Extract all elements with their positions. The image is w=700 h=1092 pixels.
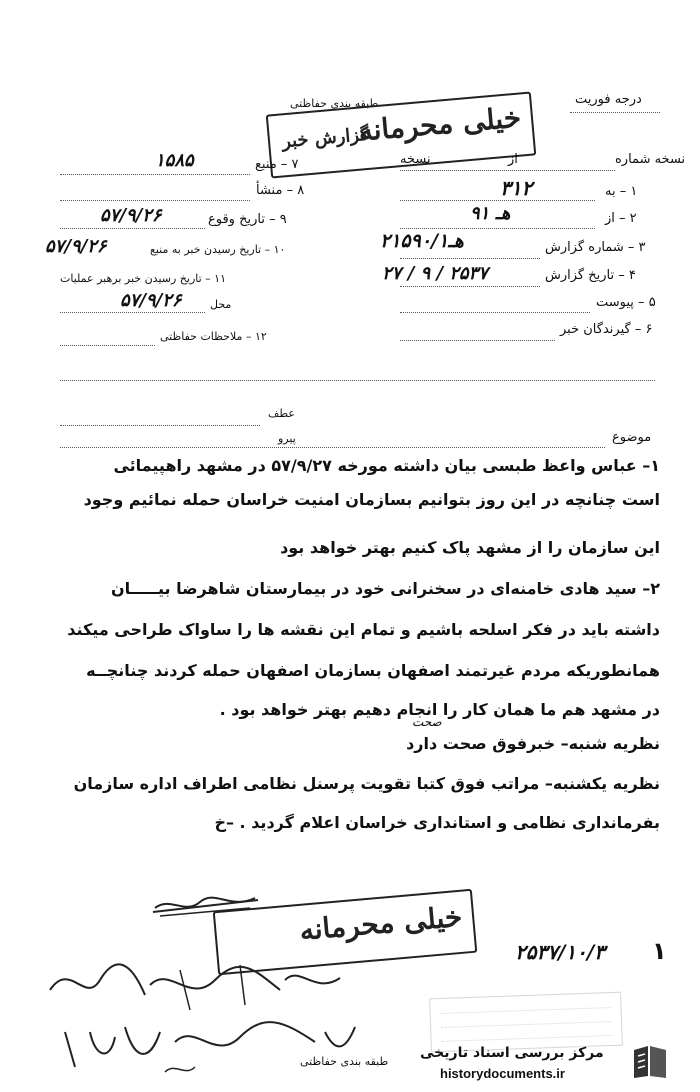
report-date-value: ۲۷ / ۹ / ۲۵۳۷	[382, 263, 488, 284]
attachment-label: ۵ – پیوست	[596, 295, 656, 310]
origin-line	[60, 200, 250, 201]
body-line-4: ۲– سید هادی خامنه‌ای در سخنرانی خود در بیمارستان شاهرضا بیـــــان	[110, 579, 660, 598]
section-separator	[60, 380, 655, 381]
bottom-number: ۱	[652, 937, 667, 965]
field-from-line	[400, 228, 595, 229]
report-number-line	[400, 258, 540, 259]
body-line-6: همانطوریکه مردم غیرتمند اصفهان بسازمان اصفهان حمله کردند چنانچــه	[86, 661, 660, 680]
source-line	[60, 174, 250, 175]
opinion-saturday-note: صحت	[412, 715, 442, 729]
location-line	[60, 312, 205, 313]
source-value: ۱۵۸۵	[155, 150, 194, 171]
opinion-saturday: نظریه شنبه– خبرفوق صحت دارد	[406, 734, 660, 753]
stamp-text: خیلی محرمانه	[357, 100, 523, 148]
field-to-value: ۳۱۲	[500, 176, 533, 200]
routing-stamp	[429, 992, 623, 1053]
watermark-url: historydocuments.ir	[440, 1066, 565, 1081]
ops-receipt-value: ۵۷/۹/۲۶	[120, 290, 182, 311]
bottom-stamp-text: خیلی محرمانه	[298, 899, 464, 947]
report-date-label: ۴ – تاریخ گزارش	[545, 268, 636, 283]
classification-label: طبقه بندی حفاظتی	[290, 97, 379, 110]
opinion-sunday-line-1: نظریه یکشنبه– مراتب فوق کتبا تقویت پرسنل نظامی اطراف اداره سازمان	[73, 774, 660, 793]
footer-classification: طبقه بندی حفاظتی	[300, 1055, 389, 1068]
body-line-2: است چنانچه در این روز بتوانیم بسازمان امنیت خراسان حمله نمائیم وجود	[83, 490, 660, 509]
atf-label: عطف	[268, 407, 295, 420]
copy-label: نسخه	[400, 152, 431, 167]
subject-label: موضوع	[612, 430, 652, 445]
report-date-line	[400, 286, 540, 287]
field-to-line	[400, 200, 595, 201]
recipients-line	[400, 340, 555, 341]
priority-line	[570, 112, 660, 113]
origin-label: ۸ – منشأ	[256, 183, 305, 198]
watermark-logo-icon	[628, 1042, 672, 1082]
recipients-label: ۶ – گیرندگان خبر	[560, 322, 653, 337]
opinion-sunday-line-2: بفرمانداری نظامی و استانداری خراسان اعلام گردید . –خ	[214, 813, 660, 832]
copy-number-label: نسخه شماره	[615, 152, 686, 167]
field-from-label: ۲ – از	[605, 211, 637, 226]
peyro-label: پیرو	[278, 432, 296, 445]
watermark-title: مرکز بررسی اسناد تاریخی	[420, 1045, 604, 1061]
handwritten-signature-2	[55, 1012, 365, 1082]
priority-label: درجه فوریت	[575, 92, 642, 107]
handwritten-signature-1	[40, 950, 360, 1020]
report-number-value: ۲۱۵۹۰/هـ۱	[380, 230, 464, 252]
stamp-sub: گزارش خبر	[281, 123, 370, 153]
event-date-line	[60, 228, 205, 229]
source-receipt-label: ۱۰ – تاریخ رسیدن خبر به منبع	[150, 243, 286, 256]
protection-notes-line	[60, 345, 155, 346]
event-date-label: ۹ – تاریخ وقوع	[208, 212, 287, 227]
bottom-date: ۲۵۳۷/۱۰/۳	[515, 940, 605, 964]
copy-line	[400, 170, 615, 171]
field-from-value: ۹هـ ۱	[470, 203, 511, 224]
subject-line	[60, 447, 605, 448]
body-line-5: داشته باید در فکر اسلحه باشیم و تمام این نقشه ها را ساواک طراحی میکند	[67, 620, 660, 639]
ops-receipt-label: ۱۱ – تاریخ رسیدن خبر برهبر عملیات	[60, 272, 226, 285]
body-line-1: ۱– عباس واعظ طبسی بیان داشته مورخه ۵۷/۹/۲۷ در مشهد راهپیمائی	[113, 456, 660, 475]
attachment-line	[400, 312, 590, 313]
source-receipt-value: ۵۷/۹/۲۶	[45, 236, 107, 257]
event-date-value: ۵۷/۹/۲۶	[100, 205, 162, 226]
report-number-label: ۳ – شماره گزارش	[545, 240, 646, 255]
location-label: محل	[210, 298, 232, 311]
body-line-7: در مشهد هم ما همان کار را انجام دهیم بهتر خواهد بود .	[219, 700, 660, 719]
field-to-label: ۱ – به	[605, 184, 638, 199]
body-line-3: این سازمان را از مشهد پاک کنیم بهتر خواهد بود	[280, 538, 660, 557]
atf-line	[60, 425, 260, 426]
source-label: ۷ – منبع	[255, 157, 299, 172]
copy-from-label: از	[508, 152, 518, 167]
protection-notes-label: ۱۲ – ملاحظات حفاظتی	[160, 330, 267, 343]
